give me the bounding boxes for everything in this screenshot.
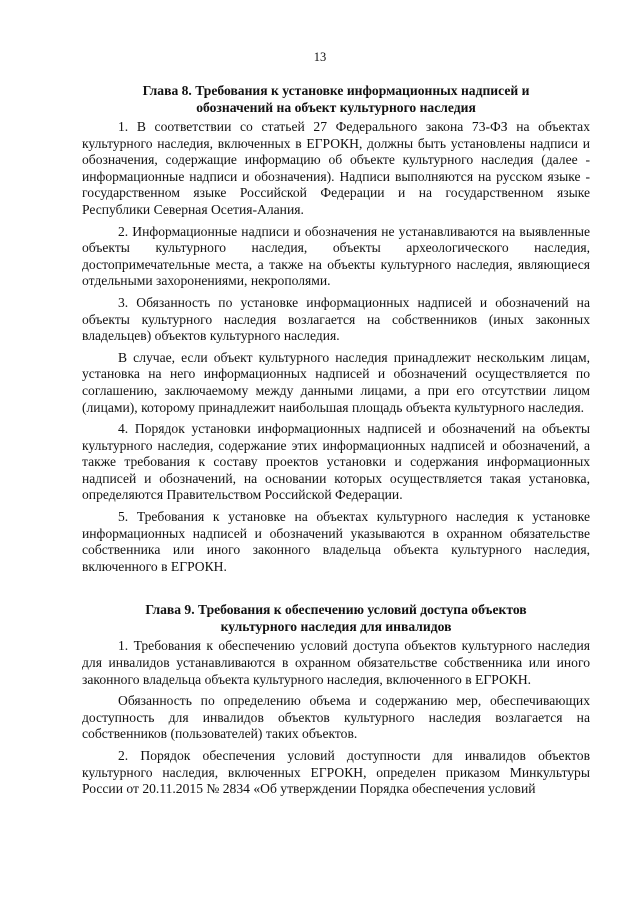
chapter-9-paragraph-2: Обязанность по определению объема и содержанию мер, обеспечивающих доступность для инвалидов объектов культурного наследия возлагается на собственников (пользователей) таких объектов. — [82, 693, 590, 742]
chapter-8-heading — [82, 82, 590, 116]
chapter-8-title-line-2: обозначений на объект культурного наследия — [196, 100, 476, 115]
chapter-8-paragraph-4: В случае, если объект культурного наследия принадлежит нескольким лицам, установка на него информационных надписей и обозначений осуществляется по соглашению, заключаемому между данными лицами, а при его отсутствии лицом (лицами), которому принадлежит наибольшая площадь объекта культурного наследия. — [82, 349, 590, 415]
document-body — [82, 82, 590, 803]
chapter-9-title-line-1: Глава 9. Требования к обеспечению условий доступа объектов — [145, 602, 527, 618]
chapter-8-paragraph-1: 1. В соответствии со статьей 27 Федерального закона 73-ФЗ на объектах культурного наследия, включенных в ЕГРОКН, должны быть установлены надписи и обозначения, содержащие информацию об объекте культурного наследия (далее - информационные надписи и обозначения). Надписи выполняются на русском языке - государственном языке Российской Федерации и на государственном языке Республики Северная Осетия-Алания. — [82, 119, 590, 217]
chapter-8-paragraph-3: 3. Обязанность по установке информационных надписей и обозначений на объекты культурного наследия возлагается на собственников (иных законных владельцев) объектов культурного наследия. — [82, 294, 590, 344]
chapter-9-heading — [82, 601, 590, 635]
page-number: 13 — [313, 50, 327, 64]
chapter-8-paragraph-6: 5. Требования к установке на объектах культурного наследия к установке информационных надписей и обозначений указываются в охранном обязательстве собственника или иного законного владельца объекта культурного наследия, включенного в ЕГРОКН. — [82, 509, 590, 574]
chapter-8-paragraph-2: 2. Информационные надписи и обозначения не устанавливаются на выявленные объекты культурного наследия, объекты археологического наследия, достопримечательные места, а также на объекты культурного наследия, являющиеся отдельными захоронениями, некрополями. — [82, 223, 590, 289]
chapter-8-title-line-1: Глава 8. Требования к установке информационных надписей и — [142, 83, 530, 98]
chapter-9-title-line-2: культурного наследия для инвалидов — [220, 619, 452, 635]
chapter-8-paragraph-5: 4. Порядок установки информационных надписей и обозначений на объекты культурного наследия, содержание этих информационных надписей и обозначений, а также требования к составу проектов установки и содержания информационных надписей и обозначений, на основании которых осуществляется такая установка, определяются Правительством Российской Федерации. — [82, 421, 590, 503]
chapter-9-paragraph-3: 2. Порядок обеспечения условий доступности для инвалидов объектов культурного наследия, включенных ЕГРОКН, определен приказом Минкультуры России от 20.11.2015 № 2834 «Об утверждении Порядка обеспечения условий — [82, 748, 590, 797]
chapter-9-paragraph-1: 1. Требования к обеспечению условий доступа объектов культурного наследия для инвалидов устанавливаются в охранном обязательстве собственника или иного законного владельца объекта культурного наследия, включенного в ЕГРОКН. — [82, 638, 590, 687]
